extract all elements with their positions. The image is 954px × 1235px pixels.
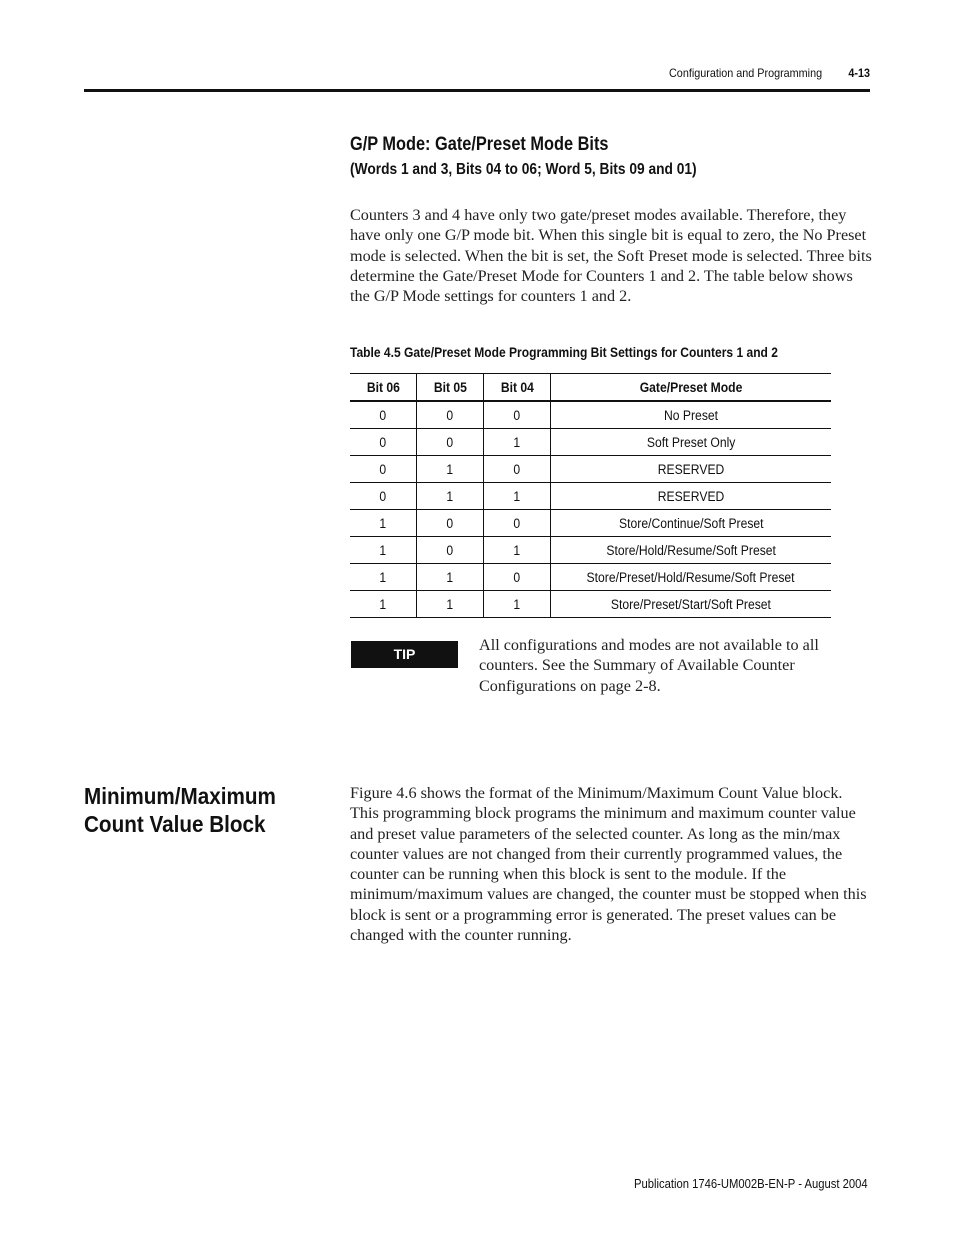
table-cell-bit06: 1	[379, 542, 387, 558]
column-header-bit04: Bit 04	[484, 374, 551, 402]
minmax-paragraph: Figure 4.6 shows the format of the Minimum/Maximum Count Value block. This programming block programs the minimum and maximum counter value and preset value parameters of the selected counter. As long as the min/max counter values are not changed from their currently programmed values, the counter can be running when this block is sent to the module. If the minimum/maximum values are changed, the counter must be stopped when this block is sent or a programming error is generated. The preset values can be changed with the counter running.	[350, 784, 867, 945]
table-cell-bit05: 0	[417, 510, 484, 537]
table-cell-bit05: 1	[417, 483, 484, 510]
footer-publication: Publication 1746-UM002B-EN-P - August 2004	[634, 1177, 868, 1191]
gp-mode-paragraph: Counters 3 and 4 have only two gate/preset modes available. Therefore, they have only one G/P mode bit. When this single bit is equal to zero, the No Preset mode is selected. When the bit is set, the Soft Preset mode is selected. Three bits determine the Gate/Preset Mode for Counters 1 and 2. The table below shows the G/P Mode settings for counters 1 and 2.	[350, 206, 872, 306]
column-header-bit06: Bit 06	[366, 379, 400, 395]
gp-mode-subheading: (Words 1 and 3, Bits 04 to 06; Word 5, Bits 09 and 01)	[350, 161, 697, 178]
table-row	[350, 510, 831, 537]
page-header	[84, 66, 870, 83]
table-row	[350, 591, 831, 618]
table-cell-mode: Store/Continue/Soft Preset	[551, 510, 832, 537]
header-page-number: 4-13	[848, 66, 870, 80]
gp-mode-heading: G/P Mode: Gate/Preset Mode Bits	[350, 134, 609, 155]
table-cell-bit04: 0	[484, 401, 551, 429]
table-cell-mode: Store/Preset/Start/Soft Preset	[551, 591, 832, 618]
table-cell-bit05: 0	[417, 537, 484, 564]
table-cell-bit06: 0	[379, 434, 387, 450]
table-row	[350, 564, 831, 591]
table-cell-bit04: 0	[484, 510, 551, 537]
column-header-bit05: Bit 05	[417, 374, 484, 402]
table-row	[350, 537, 831, 564]
table-cell-bit04: 0	[484, 456, 551, 483]
table-cell-mode: No Preset	[551, 401, 832, 429]
table-cell-bit06: 1	[379, 515, 387, 531]
table-row	[350, 483, 831, 510]
table-cell-bit04: 1	[484, 483, 551, 510]
table-cell-bit06: 0	[379, 407, 387, 423]
column-header-mode: Gate/Preset Mode	[551, 374, 832, 402]
table-cell-bit04: 1	[484, 537, 551, 564]
table-cell-mode: Store/Preset/Hold/Resume/Soft Preset	[551, 564, 832, 591]
table-cell-bit06: 0	[379, 461, 387, 477]
table-row	[350, 401, 831, 429]
table-cell-mode: RESERVED	[551, 456, 832, 483]
table-cell-bit05: 1	[417, 564, 484, 591]
tip-text: All configurations and modes are not available to all counters. See the Summary of Available Counter Configurations on page 2-8.	[479, 636, 819, 695]
table-cell-bit05: 1	[417, 456, 484, 483]
table-cell-bit04: 1	[484, 429, 551, 456]
table-caption: Table 4.5 Gate/Preset Mode Programming Bit Settings for Counters 1 and 2	[350, 344, 778, 360]
table-header-row	[350, 374, 831, 402]
table-cell-mode: Store/Hold/Resume/Soft Preset	[551, 537, 832, 564]
table-cell-bit06: 1	[379, 569, 387, 585]
table-cell-bit06: 1	[379, 596, 387, 612]
table-cell-mode: RESERVED	[551, 483, 832, 510]
table-cell-mode: Soft Preset Only	[551, 429, 832, 456]
minmax-heading: Minimum/Maximum Count Value Block	[84, 783, 276, 837]
table-cell-bit05: 0	[417, 429, 484, 456]
tip-badge: TIP	[351, 641, 458, 668]
header-divider	[84, 89, 870, 92]
table-row	[350, 456, 831, 483]
table-cell-bit06: 0	[379, 488, 387, 504]
table-cell-bit04: 0	[484, 564, 551, 591]
table-cell-bit05: 1	[417, 591, 484, 618]
table-cell-bit05: 0	[417, 401, 484, 429]
header-section-title: Configuration and Programming	[668, 66, 822, 80]
gate-preset-table	[350, 373, 831, 618]
table-cell-bit04: 1	[484, 591, 551, 618]
table-row	[350, 429, 831, 456]
